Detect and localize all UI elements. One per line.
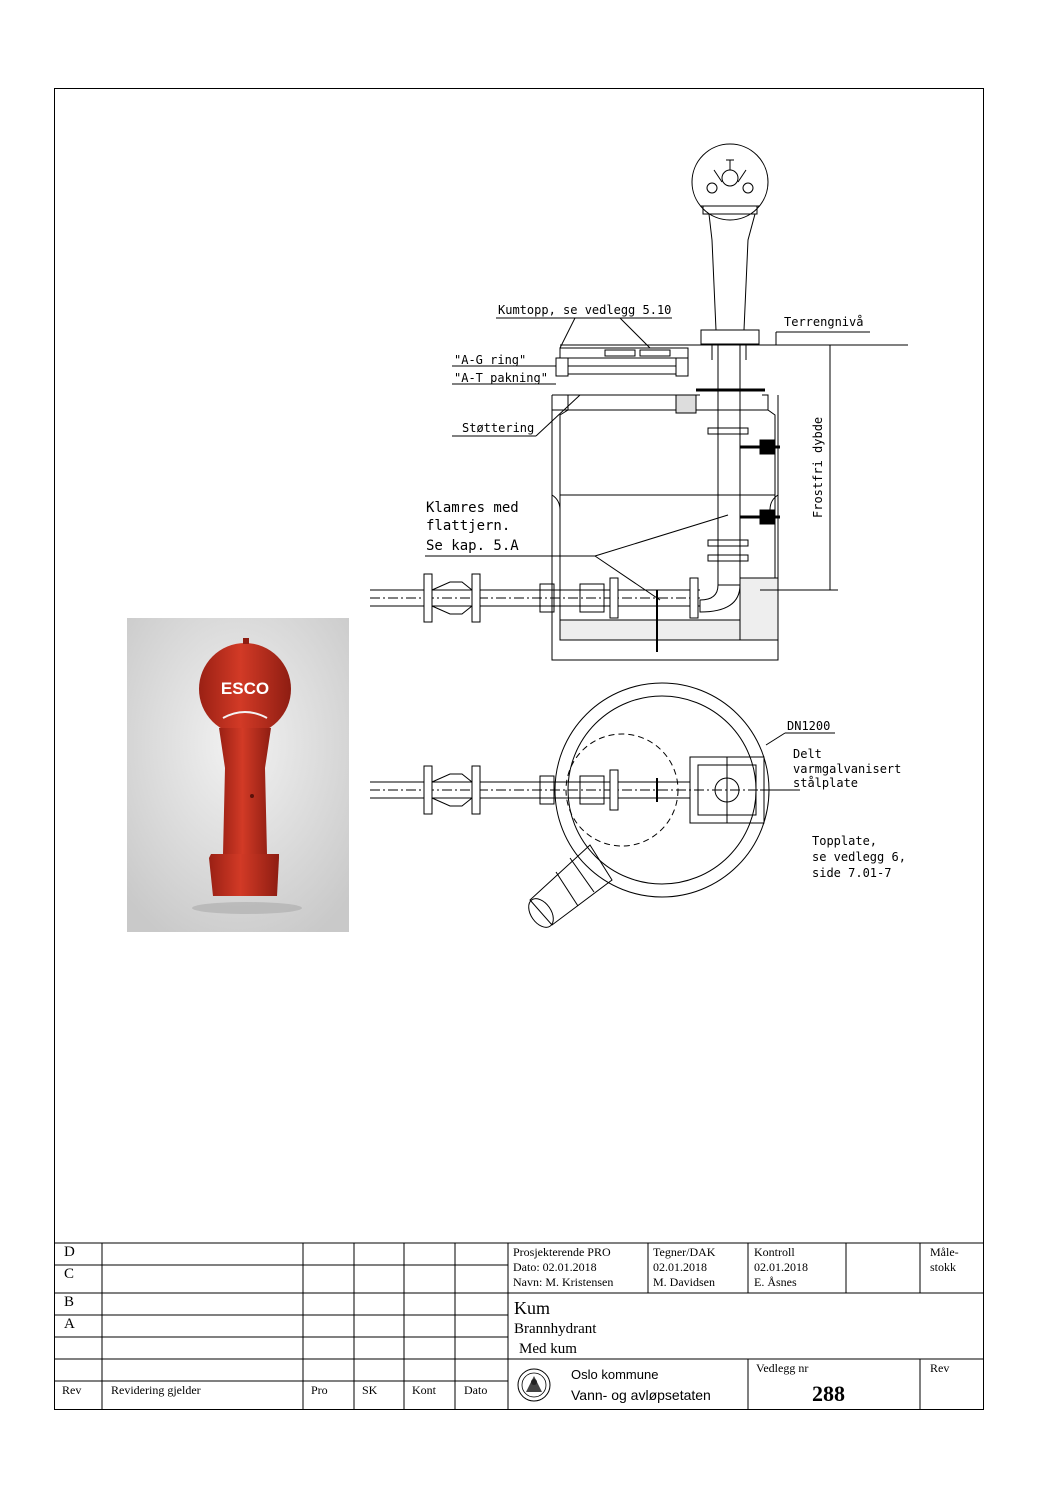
label-dn1200: DN1200 xyxy=(787,719,831,733)
malestokk-line-1: Måle- xyxy=(930,1245,959,1259)
vedlegg-label: Vedlegg nr xyxy=(756,1361,809,1375)
label-topplate-3: side 7.01-7 xyxy=(812,866,892,880)
header-revidering: Revidering gjelder xyxy=(111,1383,201,1397)
prosjekt-line-1: Prosjekterende PRO xyxy=(513,1245,611,1259)
malestokk-line-2: stokk xyxy=(930,1260,957,1274)
drawing-title-1: Kum xyxy=(514,1298,550,1318)
kontroll-line-2: 02.01.2018 xyxy=(754,1260,808,1274)
label-stottering: Støttering xyxy=(462,421,535,435)
kontroll-line-3: E. Åsnes xyxy=(754,1275,797,1289)
drawing-title-2: Brannhydrant xyxy=(514,1321,597,1337)
label-klamres-1: Klamres med xyxy=(426,500,519,516)
header-kont: Kont xyxy=(412,1383,436,1397)
label-klamres-3: Se kap. 5.A xyxy=(426,538,519,554)
rev-row-c: C xyxy=(64,1266,75,1282)
rev-row-b: B xyxy=(64,1294,75,1310)
prosjekt-line-2: Dato: 02.01.2018 xyxy=(513,1260,597,1274)
org-name: Oslo kommune xyxy=(571,1367,659,1382)
label-ag-ring: "A-G ring" xyxy=(454,353,527,367)
hydrant-photo xyxy=(127,618,349,932)
label-at-pakning: "A-T pakning" xyxy=(454,371,548,385)
rev-row-a: A xyxy=(64,1316,75,1332)
label-terrengniva: Terrengnivå xyxy=(784,315,864,329)
org-department: Vann- og avløpsetaten xyxy=(571,1387,711,1403)
label-delt-3: stålplate xyxy=(793,776,859,790)
rev-row-d: D xyxy=(64,1244,75,1260)
header-rev: Rev xyxy=(62,1383,82,1397)
tegner-line-1: Tegner/DAK xyxy=(653,1245,716,1259)
label-kumtopp: Kumtopp, se vedlegg 5.10 xyxy=(498,303,672,317)
esco-logo: ESCO xyxy=(220,679,270,698)
kontroll-line-1: Kontroll xyxy=(754,1245,795,1259)
header-pro: Pro xyxy=(311,1383,328,1397)
label-frostfri-dybde: Frostfri dybde xyxy=(811,416,825,518)
label-delt-2: varmgalvanisert xyxy=(793,762,902,776)
label-klamres-2: flattjern. xyxy=(426,518,511,534)
label-topplate-1: Topplate, xyxy=(812,834,878,848)
header-sk: SK xyxy=(362,1383,378,1397)
tegner-line-2: 02.01.2018 xyxy=(653,1260,707,1274)
prosjekt-line-3: Navn: M. Kristensen xyxy=(513,1275,614,1289)
label-topplate-2: se vedlegg 6, xyxy=(812,850,906,864)
tegner-line-3: M. Davidsen xyxy=(653,1275,715,1289)
rev-label: Rev xyxy=(930,1361,950,1375)
drawing-title-3: Med kum xyxy=(519,1341,577,1357)
header-dato: Dato xyxy=(464,1383,488,1397)
label-delt-1: Delt xyxy=(793,747,822,761)
vedlegg-number: 288 xyxy=(812,1381,845,1406)
